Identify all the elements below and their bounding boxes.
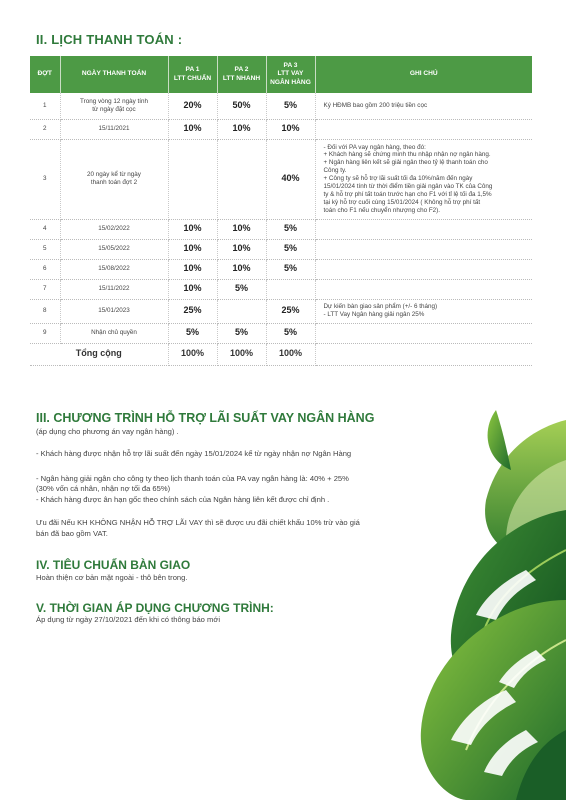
header-ngay-thanh-toan: NGÀY THANH TOÁN	[60, 56, 168, 93]
cell-ngay-thanh-toan: 15/01/2023	[60, 299, 168, 323]
section-3-line: - Khách hàng được ân hạn gốc theo chính sách của Ngân hàng liên kết được chỉ định .	[36, 495, 330, 504]
section-3-line: bán đã bao gồm VAT.	[36, 529, 108, 538]
section-4-title: IV. TIÊU CHUẨN BÀN GIAO	[36, 558, 191, 572]
cell-ghi-chu: Dự kiến bàn giao sản phẩm (+/- 6 tháng) - LTT Vay Ngân hàng giải ngân 25%	[315, 299, 532, 323]
cell-pa1: 10%	[168, 259, 217, 279]
table-row	[30, 119, 532, 139]
cell-pa3	[266, 279, 315, 299]
header-dot: ĐỢT	[30, 56, 60, 93]
cell-pa1: 10%	[168, 239, 217, 259]
cell-ghi-chu: - Đối với PA vay ngân hàng, theo đó: + Khách hàng sẽ chứng minh thu nhập nhận nợ ngân hàng. + Ngân hàng liên kết sẽ giải ngân theo tỷ lệ thanh toán cho Công ty. + Công ty sẽ hỗ trợ lãi suất tối đa 10%/năm đến ngày 15/01/2024 tính từ thời điểm tiền giải ngân vào TK của Công ty & hỗ trợ phí tất toán trước hạn cho F1 với tỉ lệ tối đa 1,5% tại kỳ hỗ trợ cuối cùng 15/01/2024 ( Không hỗ trợ phí tất toán cho F1 nếu chuyển nhượng cho F2).	[315, 139, 532, 219]
cell-pa1	[168, 139, 217, 219]
cell-pa2	[217, 299, 266, 323]
cell-dot: 2	[30, 119, 60, 139]
cell-pa2: 5%	[217, 323, 266, 343]
total-ghi-chu	[315, 343, 532, 365]
cell-ghi-chu: Ký HĐMB bao gồm 200 triệu tiền cọc	[315, 93, 532, 119]
section-3-line: (áp dụng cho phương án vay ngân hàng) .	[36, 427, 179, 436]
cell-ngay-thanh-toan: 15/02/2022	[60, 219, 168, 239]
cell-dot: 4	[30, 219, 60, 239]
table-header-row	[30, 56, 532, 93]
header-pa2: PA 2 LTT NHANH	[217, 56, 266, 93]
section-3-line: - Khách hàng được nhận hỗ trợ lãi suất đến ngày 15/01/2024 kể từ ngày nhận nợ Ngân Hàng	[36, 449, 352, 458]
cell-pa2: 5%	[217, 279, 266, 299]
table-row	[30, 139, 532, 219]
header-pa1: PA 1 LTT CHUẨN	[168, 56, 217, 93]
cell-pa3: 5%	[266, 239, 315, 259]
cell-pa2: 10%	[217, 119, 266, 139]
cell-ghi-chu	[315, 119, 532, 139]
cell-dot: 6	[30, 259, 60, 279]
header-ghi-chu: GHI CHÚ	[315, 56, 532, 93]
cell-ngay-thanh-toan: 20 ngày kể từ ngày thanh toán đợt 2	[60, 139, 168, 219]
section-5-text: Áp dụng từ ngày 27/10/2021 đến khi có thông báo mới	[36, 615, 221, 624]
table-row	[30, 259, 532, 279]
cell-pa1: 10%	[168, 219, 217, 239]
total-pa3: 100%	[266, 343, 315, 365]
header-pa3: PA 3 LTT VAY NGÂN HÀNG	[266, 56, 315, 93]
section-3-line: (30% vốn cá nhân, nhận nợ tối đa 65%)	[36, 484, 171, 493]
section-3-line: - Ngân hàng giải ngân cho công ty theo lịch thanh toán của PA vay ngân hàng là: 40% + 25%	[36, 474, 349, 483]
cell-pa1: 5%	[168, 323, 217, 343]
cell-pa1: 10%	[168, 119, 217, 139]
section-3-line: Ưu đãi Nếu KH KHÔNG NHẬN HỖ TRỢ LÃI VAY thì sẽ được ưu đãi chiết khấu 10% trừ vào giá	[36, 518, 360, 527]
cell-ghi-chu	[315, 259, 532, 279]
cell-pa3: 5%	[266, 219, 315, 239]
cell-dot: 3	[30, 139, 60, 219]
table-row	[30, 219, 532, 239]
cell-ngay-thanh-toan: 15/08/2022	[60, 259, 168, 279]
table-row	[30, 93, 532, 119]
cell-pa2	[217, 139, 266, 219]
cell-ngay-thanh-toan: Nhận chủ quyền	[60, 323, 168, 343]
cell-pa1: 20%	[168, 93, 217, 119]
section-2-title: II. LỊCH THANH TOÁN :	[36, 32, 183, 47]
cell-ghi-chu	[315, 239, 532, 259]
cell-ghi-chu	[315, 279, 532, 299]
table-total-row	[30, 343, 532, 365]
cell-ngay-thanh-toan: Trong vòng 12 ngày tính từ ngày đặt cọc	[60, 93, 168, 119]
section-4-text: Hoàn thiện cơ bản mặt ngoài - thô bên trong.	[36, 573, 188, 582]
table-row	[30, 299, 532, 323]
cell-pa2: 50%	[217, 93, 266, 119]
cell-pa3: 40%	[266, 139, 315, 219]
cell-dot: 8	[30, 299, 60, 323]
cell-pa2: 10%	[217, 239, 266, 259]
cell-pa2: 10%	[217, 259, 266, 279]
cell-pa3: 5%	[266, 323, 315, 343]
section-3-title: III. CHƯƠNG TRÌNH HỖ TRỢ LÃI SUẤT VAY NGÂN HÀNG	[36, 411, 375, 425]
cell-ghi-chu	[315, 323, 532, 343]
cell-pa1: 25%	[168, 299, 217, 323]
cell-dot: 5	[30, 239, 60, 259]
cell-ngay-thanh-toan: 15/05/2022	[60, 239, 168, 259]
cell-dot: 1	[30, 93, 60, 119]
cell-pa3: 5%	[266, 259, 315, 279]
cell-ngay-thanh-toan: 15/11/2021	[60, 119, 168, 139]
section-5-title: V. THỜI GIAN ÁP DỤNG CHƯƠNG TRÌNH:	[36, 601, 274, 615]
cell-pa3: 25%	[266, 299, 315, 323]
table-row	[30, 239, 532, 259]
total-label: Tổng cộng	[30, 343, 168, 365]
monstera-leaf-decoration	[386, 400, 566, 800]
cell-dot: 7	[30, 279, 60, 299]
total-pa1: 100%	[168, 343, 217, 365]
table-row	[30, 323, 532, 343]
payment-schedule-table	[30, 56, 532, 366]
total-pa2: 100%	[217, 343, 266, 365]
cell-ghi-chu	[315, 219, 532, 239]
cell-pa1: 10%	[168, 279, 217, 299]
cell-pa3: 10%	[266, 119, 315, 139]
table-row	[30, 279, 532, 299]
cell-pa2: 10%	[217, 219, 266, 239]
cell-pa3: 5%	[266, 93, 315, 119]
cell-ngay-thanh-toan: 15/11/2022	[60, 279, 168, 299]
cell-dot: 9	[30, 323, 60, 343]
